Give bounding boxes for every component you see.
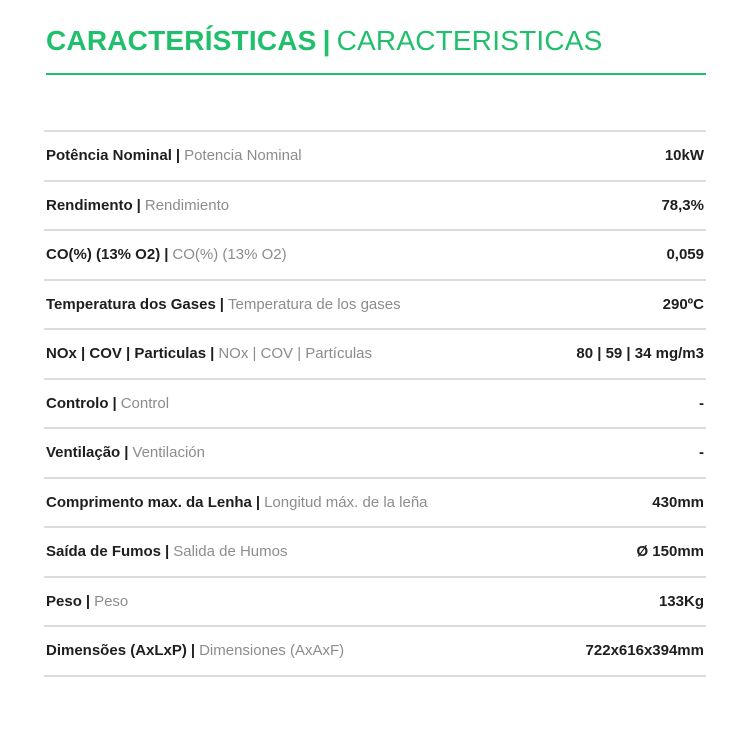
spec-row bbox=[44, 429, 706, 479]
spec-value: 290ºC bbox=[662, 295, 704, 313]
spec-label-separator: | bbox=[112, 394, 117, 412]
spec-label-es: Potencia Nominal bbox=[184, 147, 302, 165]
spec-label-separator: | bbox=[219, 295, 224, 313]
spec-label bbox=[46, 197, 229, 214]
spec-label-separator: | bbox=[190, 642, 196, 660]
spec-label-separator: | bbox=[255, 493, 261, 511]
spec-label bbox=[46, 543, 287, 560]
spec-label-es: NOx | COV | Partículas bbox=[218, 345, 372, 363]
page-header bbox=[46, 24, 706, 58]
spec-label bbox=[46, 395, 169, 412]
specs-table bbox=[44, 130, 706, 677]
spec-label-separator: | bbox=[165, 543, 170, 561]
spec-row bbox=[44, 578, 706, 628]
spec-label-pt: Potência Nominal bbox=[46, 147, 172, 165]
spec-row bbox=[44, 132, 706, 182]
spec-label bbox=[46, 345, 372, 362]
spec-label bbox=[46, 494, 428, 511]
spec-value: 430mm bbox=[652, 493, 704, 511]
spec-label-pt: Rendimento bbox=[46, 196, 133, 214]
spec-label-es: Control bbox=[120, 394, 170, 412]
spec-label bbox=[46, 642, 344, 659]
spec-label-pt: Comprimento max. da Lenha bbox=[46, 493, 252, 511]
spec-row bbox=[44, 380, 706, 430]
spec-row bbox=[44, 330, 706, 380]
spec-value: - bbox=[699, 444, 704, 462]
spec-row bbox=[44, 182, 706, 232]
title-portuguese: CARACTERÍSTICAS bbox=[46, 25, 317, 56]
spec-row bbox=[44, 479, 706, 529]
spec-label-pt: Controlo bbox=[46, 394, 109, 412]
spec-value: 10kW bbox=[664, 147, 704, 165]
spec-row bbox=[44, 281, 706, 331]
spec-label bbox=[46, 147, 302, 164]
spec-label-separator: | bbox=[136, 196, 141, 214]
spec-label-es: Temperatura de los gases bbox=[228, 295, 401, 313]
spec-value: Ø 150mm bbox=[636, 543, 704, 561]
spec-label-pt: Peso bbox=[46, 592, 82, 610]
spec-label-es: CO(%) (13% O2) bbox=[172, 246, 287, 264]
spec-value: 0,059 bbox=[666, 246, 704, 264]
spec-label-separator: | bbox=[85, 592, 91, 610]
spec-label-pt: Dimensões (AxLxP) bbox=[46, 642, 187, 660]
title-separator: | bbox=[322, 25, 331, 56]
spec-label bbox=[46, 296, 401, 313]
spec-label-es: Peso bbox=[94, 592, 129, 610]
spec-label-separator: | bbox=[210, 345, 215, 363]
spec-value: 80 | 59 | 34 mg/m3 bbox=[576, 345, 704, 363]
spec-row bbox=[44, 231, 706, 281]
spec-label-es: Dimensiones (AxAxF) bbox=[199, 642, 345, 660]
spec-label-pt: Temperatura dos Gases bbox=[46, 295, 216, 313]
spec-label-es: Longitud máx. de la leña bbox=[264, 493, 428, 511]
spec-label bbox=[46, 246, 287, 263]
spec-label-separator: | bbox=[164, 246, 169, 264]
spec-label-es: Ventilación bbox=[132, 444, 205, 462]
spec-label-pt: NOx | COV | Particulas bbox=[46, 345, 207, 363]
spec-label-es: Rendimiento bbox=[144, 196, 230, 214]
title-spanish: CARACTERISTICAS bbox=[336, 25, 603, 56]
spec-label-pt: CO(%) (13% O2) bbox=[46, 246, 161, 264]
spec-label-pt: Ventilação bbox=[46, 444, 121, 462]
page-title bbox=[46, 24, 706, 58]
spec-row bbox=[44, 627, 706, 677]
spec-value: 78,3% bbox=[661, 196, 704, 214]
spec-label-separator: | bbox=[124, 444, 129, 462]
spec-value: 133Kg bbox=[658, 592, 704, 610]
spec-label-es: Salida de Humos bbox=[173, 543, 288, 561]
spec-row bbox=[44, 528, 706, 578]
spec-label-pt: Saída de Fumos bbox=[46, 543, 162, 561]
spec-value: 722x616x394mm bbox=[585, 642, 704, 660]
spec-value: - bbox=[699, 394, 704, 412]
spec-label-separator: | bbox=[175, 147, 181, 165]
spec-label bbox=[46, 593, 128, 610]
header-divider bbox=[46, 73, 706, 75]
spec-label bbox=[46, 444, 205, 461]
